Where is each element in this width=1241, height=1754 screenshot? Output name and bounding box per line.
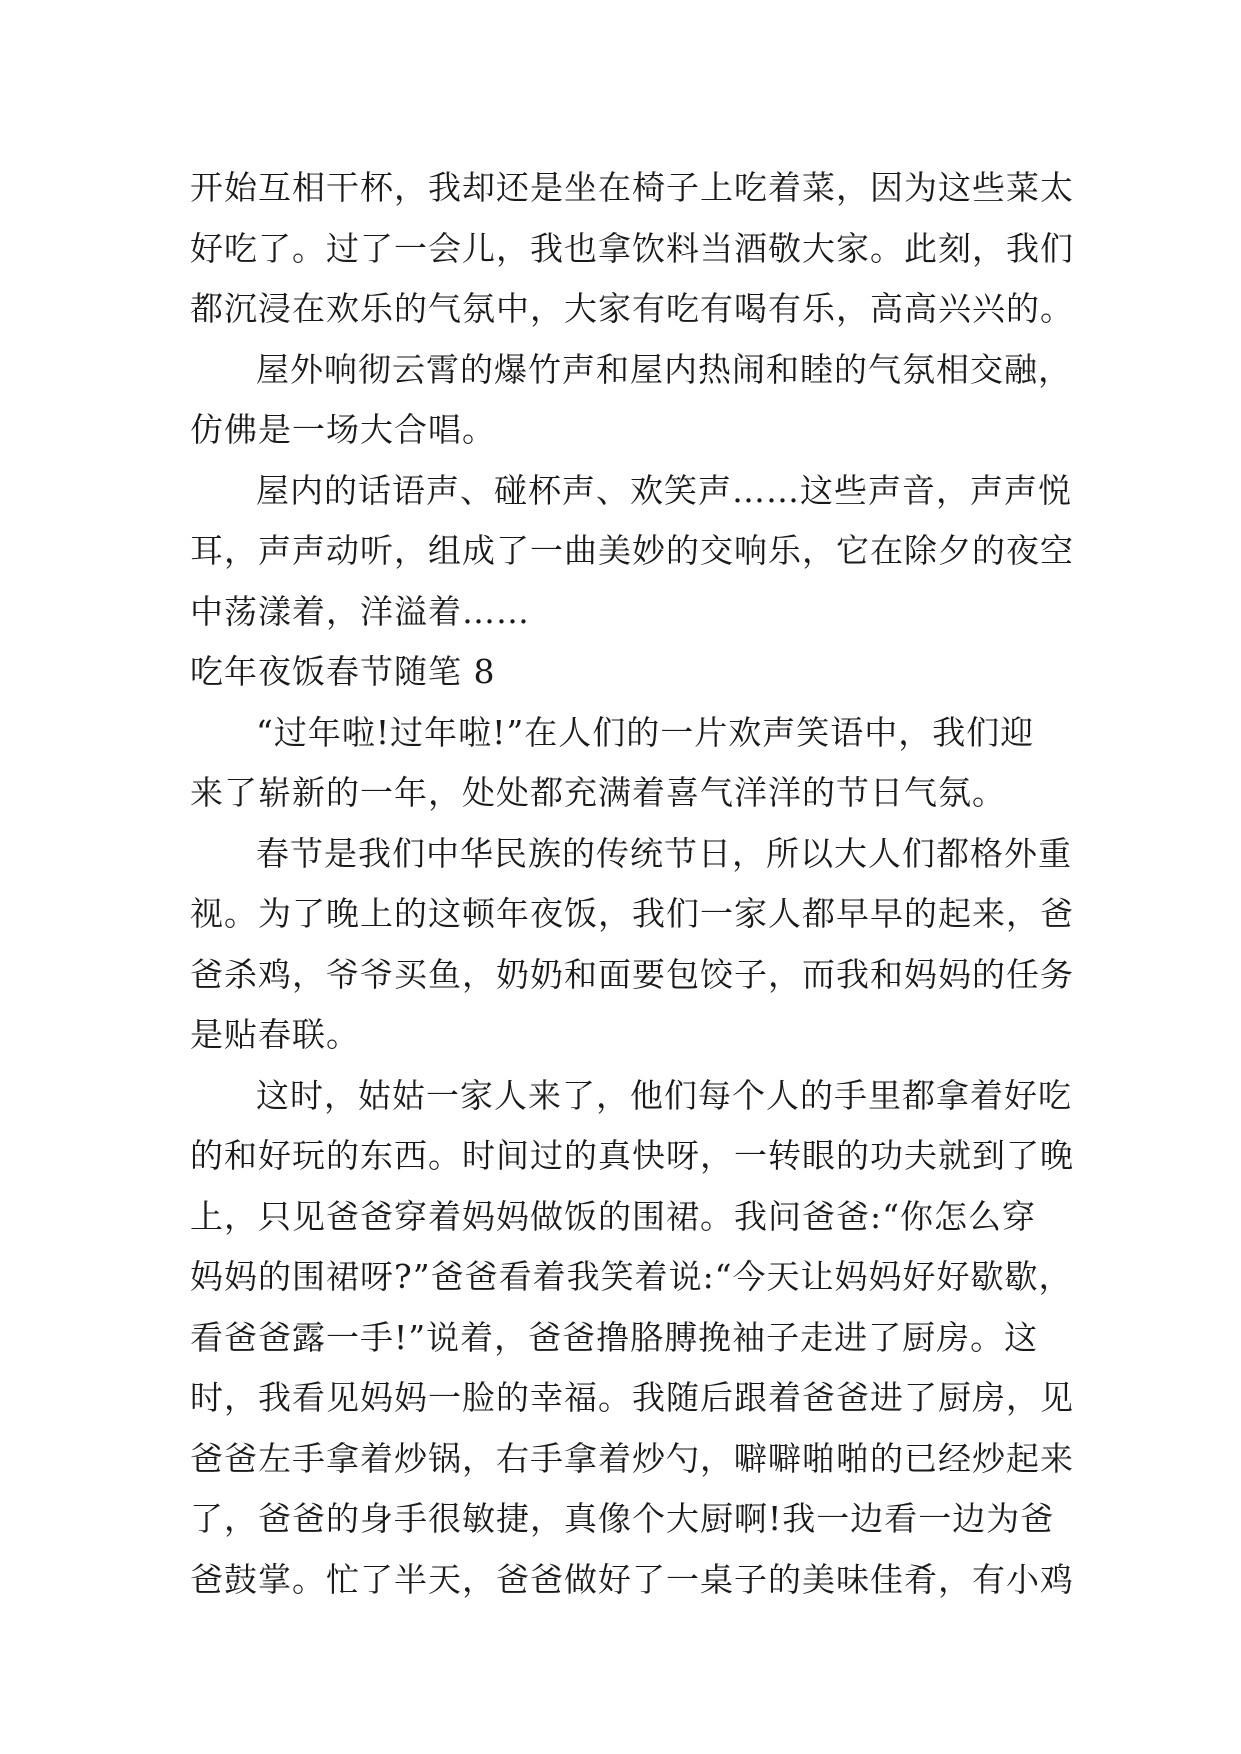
section-heading: 吃年夜饭春节随笔 8 bbox=[190, 652, 496, 691]
text-line: 是贴春联。 bbox=[190, 1015, 360, 1054]
text-line: 都沉浸在欢乐的气氛中，大家有吃有喝有乐，高高兴兴的。 bbox=[190, 289, 1074, 328]
text-line: 中荡漾着，洋溢着…… bbox=[190, 591, 530, 631]
text-line: 耳，声声动听，组成了一曲美妙的交响乐，它在除夕的夜空 bbox=[190, 531, 1074, 570]
paragraph-first-line: “过年啦!过年啦!”在人们的一片欢声笑语中，我们迎 bbox=[256, 712, 1035, 752]
text-line: 爸爸左手拿着炒锅，右手拿着炒勺，噼噼啪啪的已经炒起来 bbox=[190, 1438, 1074, 1478]
text-line: 爸鼓掌。忙了半天，爸爸做好了一桌子的美味佳肴，有小鸡 bbox=[190, 1559, 1074, 1599]
text-line: 开始互相干杯，我却还是坐在椅子上吃着菜，因为这些菜太 bbox=[190, 168, 1074, 207]
paragraph-first-line: 这时，姑姑一家人来了，他们每个人的手里都拿着好吃 bbox=[256, 1075, 1072, 1115]
text-line: 好吃了。过了一会儿，我也拿饮料当酒敬大家。此刻，我们 bbox=[190, 228, 1074, 268]
text-line: 视。为了晚上的这顿年夜饭，我们一家人都早早的起来，爸 bbox=[190, 894, 1074, 933]
text-line: 妈妈的围裙呀?”爸爸看着我笑着说:“今天让妈妈好好歇歇， bbox=[190, 1257, 1073, 1296]
paragraph-first-line: 屋内的话语声、碰杯声、欢笑声……这些声音，声声悦 bbox=[256, 470, 1072, 510]
text-line: 看爸爸露一手!”说着，爸爸撸胳膊挽袖子走进了厨房。这 bbox=[190, 1317, 1039, 1357]
paragraph-first-line: 屋外响彻云霄的爆竹声和屋内热闹和睦的气氛相交融， bbox=[256, 349, 1072, 389]
text-line: 爸杀鸡，爷爷买鱼，奶奶和面要包饺子，而我和妈妈的任务 bbox=[190, 954, 1074, 994]
document-body bbox=[190, 158, 1074, 1610]
text-line: 仿佛是一场大合唱。 bbox=[190, 410, 496, 449]
text-line: 时，我看见妈妈一脸的幸福。我随后跟着爸爸进了厨房，见 bbox=[190, 1378, 1074, 1417]
text-line: 了，爸爸的身手很敏捷，真像个大厨啊!我一边看一边为爸 bbox=[190, 1499, 1055, 1538]
text-line: 上，只见爸爸穿着妈妈做饭的围裙。我问爸爸:“你怎么穿 bbox=[190, 1196, 1036, 1236]
text-line: 来了崭新的一年，处处都充满着喜气洋洋的节日气氛。 bbox=[190, 773, 1006, 812]
paragraph-first-line: 春节是我们中华民族的传统节日，所以大人们都格外重 bbox=[256, 833, 1072, 873]
text-line: 的和好玩的东西。时间过的真快呀，一转眼的功夫就到了晚 bbox=[190, 1136, 1074, 1175]
